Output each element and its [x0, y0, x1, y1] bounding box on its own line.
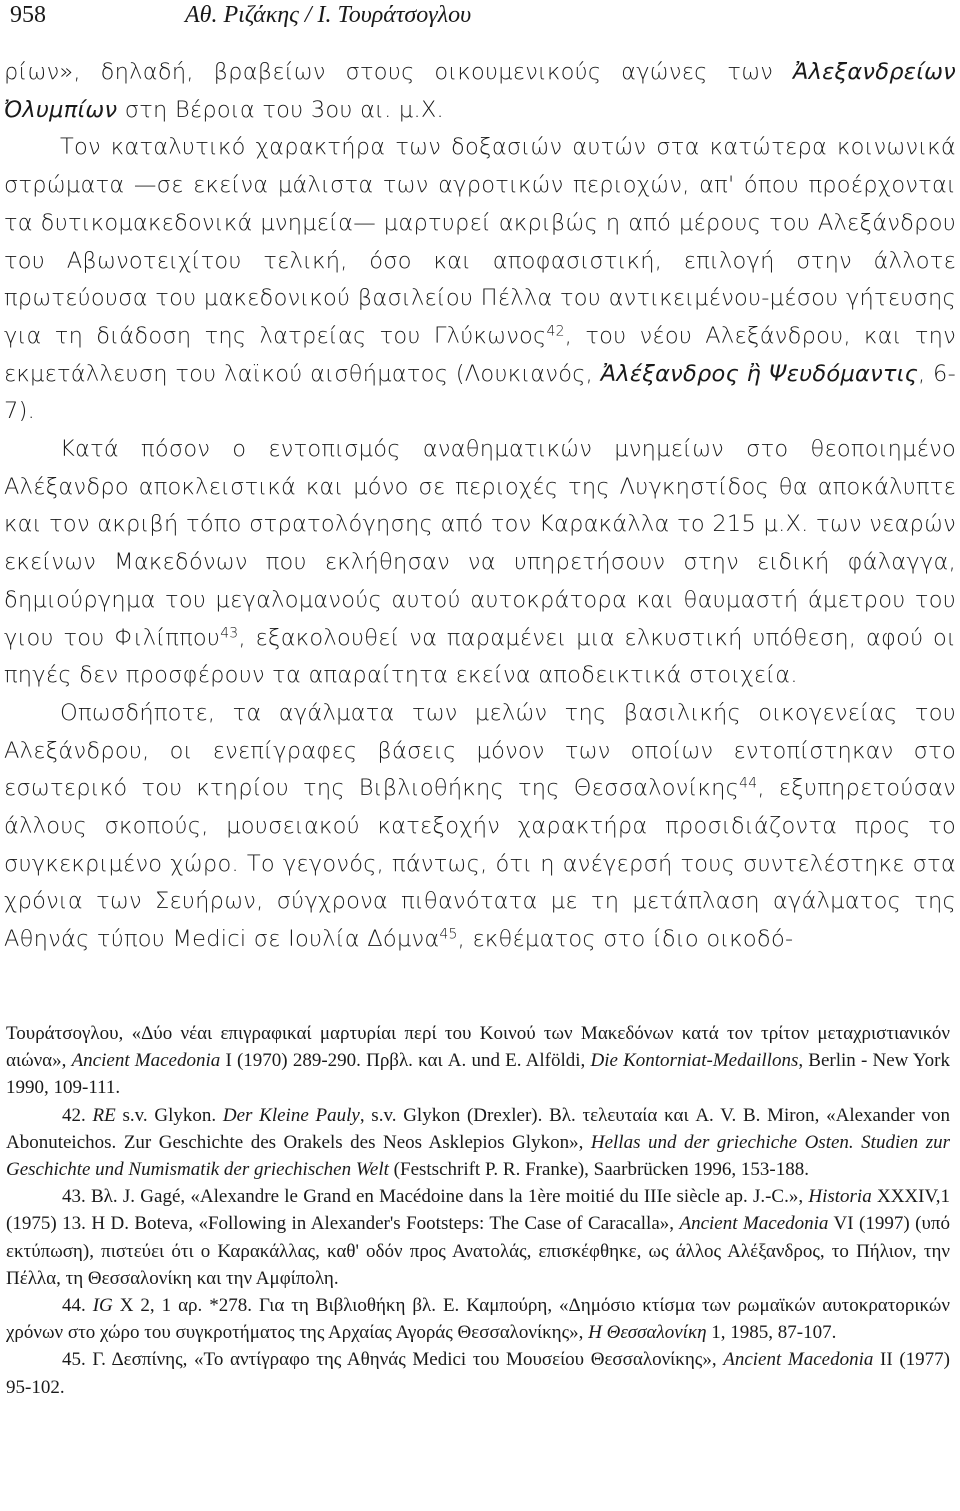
paragraph-2: Τον καταλυτικό χαρακτήρα των δοξασιών αυτών στα κατώτερα κοινωνικά στρώματα —σε εκείνα μάλιστα των αγροτικών περιοχών, απ' όπου προέρχονται τα δυτικομακεδονικά μνημεία— μαρτυρεί ακριβώς η από μέρους του Αλεξάνδρου του Αβωνοτειχίτου τελική, όσο και αποφασιστική, επιλογή στην άλλοτε πρωτεύουσα του μακεδονικού βασιλείου Πέλλα του αντικειμένου-μέσου γήτευσης για τη διάδοση της λατρείας του Γλύκωνος$^{42}$, του νέου Αλεξάνδρου, και την εκμετάλλευση του λαϊκού αισθήματος (Λουκιανός, Ἀλέξανδρος ἢ Ψευδόμαντις, 6-7). — [4, 134, 956, 425]
footnotes — [6, 1020, 950, 1401]
page-header — [10, 2, 950, 32]
paragraph-4: Οπωσδήποτε, τα αγάλματα των μελών της βασιλικής οικογενείας του Αλεξάνδρου, οι ενεπίγραφες βάσεις μόνον των οποίων εντοπίστηκαν στο εσωτερικό του κτηρίου της Βιβλιοθήκης της Θεσσαλονίκης$^{44}$, εξυπηρετούσαν άλλους σκοπούς, μουσειακού κατεξοχήν χαρακτήρα προσιδιάζοντα προς το συγκεκριμένο χώρο. Το γεγονός, πάντως, ότι η ανέγερσή τους συντελέστηκε στα χρόνια των Σευήρων, σύγχρονα πιθανότατα με τη μετάπλαση αγάλματος της Αθηνάς τύπου Medici σε Ιουλία Δόμνα$^{45}$, εκθέματος στο ίδιο οικοδό- — [4, 699, 956, 953]
body-text — [4, 54, 956, 959]
footnote-ref-43: 43 — [220, 624, 239, 641]
footnote-continued: Τουράτσογλου, «Δύο νέαι επιγραφικαί μαρτυρίαι περί του Κοινού των Μακεδόνων κατά τον τρίτον μεταχριστιανικόν αιώνα», Ancient Macedonia I (1970) 289-290. Πρβλ. και A. und E. Alföldi, Die Kontorniat-Medaillons, Berlin - New York 1990, 109-111. — [6, 1023, 951, 1099]
festival-title: Ἀλεξανδρείων Ὀλυμπίων — [4, 59, 956, 123]
footnote-43: 43. Βλ. J. Gagé, «Alexandre le Grand en Macédoine dans la 1ère moitié du IIIe siècle ap. J.-C.», Historia XXXIV,1 (1975) 13. H D. Boteva, «Following in Alexander's Footsteps: The Case of Caracalla», Ancient Macedonia VI (1997) (υπό εκτύπωση), πιστεύει ότι ο Καρακάλλας, καθ' οδόν προς Ανατολάς, επισκέφθηκε, ως άλλος Αλέξανδρος, το Πήλιον, την Πέλλα, τη Θεσσαλονίκη και την Αμφίπολη. — [6, 1186, 950, 1289]
footnote-ref-45: 45 — [439, 926, 458, 943]
paragraph-continued: ρίων», δηλαδή, βραβείων στους οικουμενικούς αγώνες των Ἀλεξανδρείων Ὀλυμπίων στη Βέροια του 3ου αι. μ.Χ. — [4, 59, 956, 123]
footnote-42: 42. RE s.v. Glykon. Der Kleine Pauly, s.v. Glykon (Drexler). Βλ. τελευταία και A. V. B. Miron, «Alexander von Abonuteichos. Zur Geschichte des Orakels des Neos Asklepios Glykon», Hellas und der griechiche Osten. Studien zur Geschichte und Numismatik der griechischen Welt (Festschrift P. R. Franke), Saarbrücken 1996, 153-188. — [6, 1104, 950, 1181]
footnote-ref-44: 44 — [739, 775, 758, 792]
work-title: Ἀλέξανδρος ἢ Ψευδόμαντις — [600, 360, 919, 387]
footnote-ref-42: 42 — [546, 323, 565, 340]
footnote-45: 45. Γ. Δεσπίνης, «Το αντίγραφο της Αθηνάς Medici του Μουσείου Θεσσαλονίκης», Ancient Macedonia II (1977) 95-102. — [6, 1349, 950, 1398]
running-head: Αθ. Ριζάκης / Ι. Τουράτσογλου — [185, 2, 472, 28]
footnote-44: 44. IG X 2, 1 αρ. *278. Για τη Βιβλιοθήκη βλ. Ε. Καμπούρη, «Δημόσιο κτίσμα των ρωμαϊκών αυτοκρατορικών χρόνων στο χώρο του συγκροτήματος της Αρχαίας Αγοράς Θεσσαλονίκης», Η Θεσσαλονίκη 1, 1985, 87-107. — [6, 1295, 950, 1344]
paragraph-3: Κατά πόσον ο εντοπισμός αναθηματικών μνημείων στο θεοποιημένο Αλέξανδρο αποκλειστικά και μόνο σε περιοχές της Λυγκηστίδος θα αποκάλυπτε και τον ακριβή τόπο στρατολόγησης από τον Καρακάλλα το 215 μ.Χ. των νεαρών εκείνων Μακεδόνων που εκλήθησαν να υπηρετήσουν στην ειδική φάλαγγα, δημιούργημα του μεγαλομανούς αυτού αυτοκράτορα και θαυμαστή άμετρου του γιου του Φιλίππου$^{43}$, εξακολουθεί να παραμένει μια ελκυστική υπόθεση, αφού οι πηγές δεν προσφέρουν τα απαραίτητα εκείνα αποδεικτικά στοιχεία. — [4, 436, 957, 689]
page-number: 958 — [10, 2, 46, 28]
